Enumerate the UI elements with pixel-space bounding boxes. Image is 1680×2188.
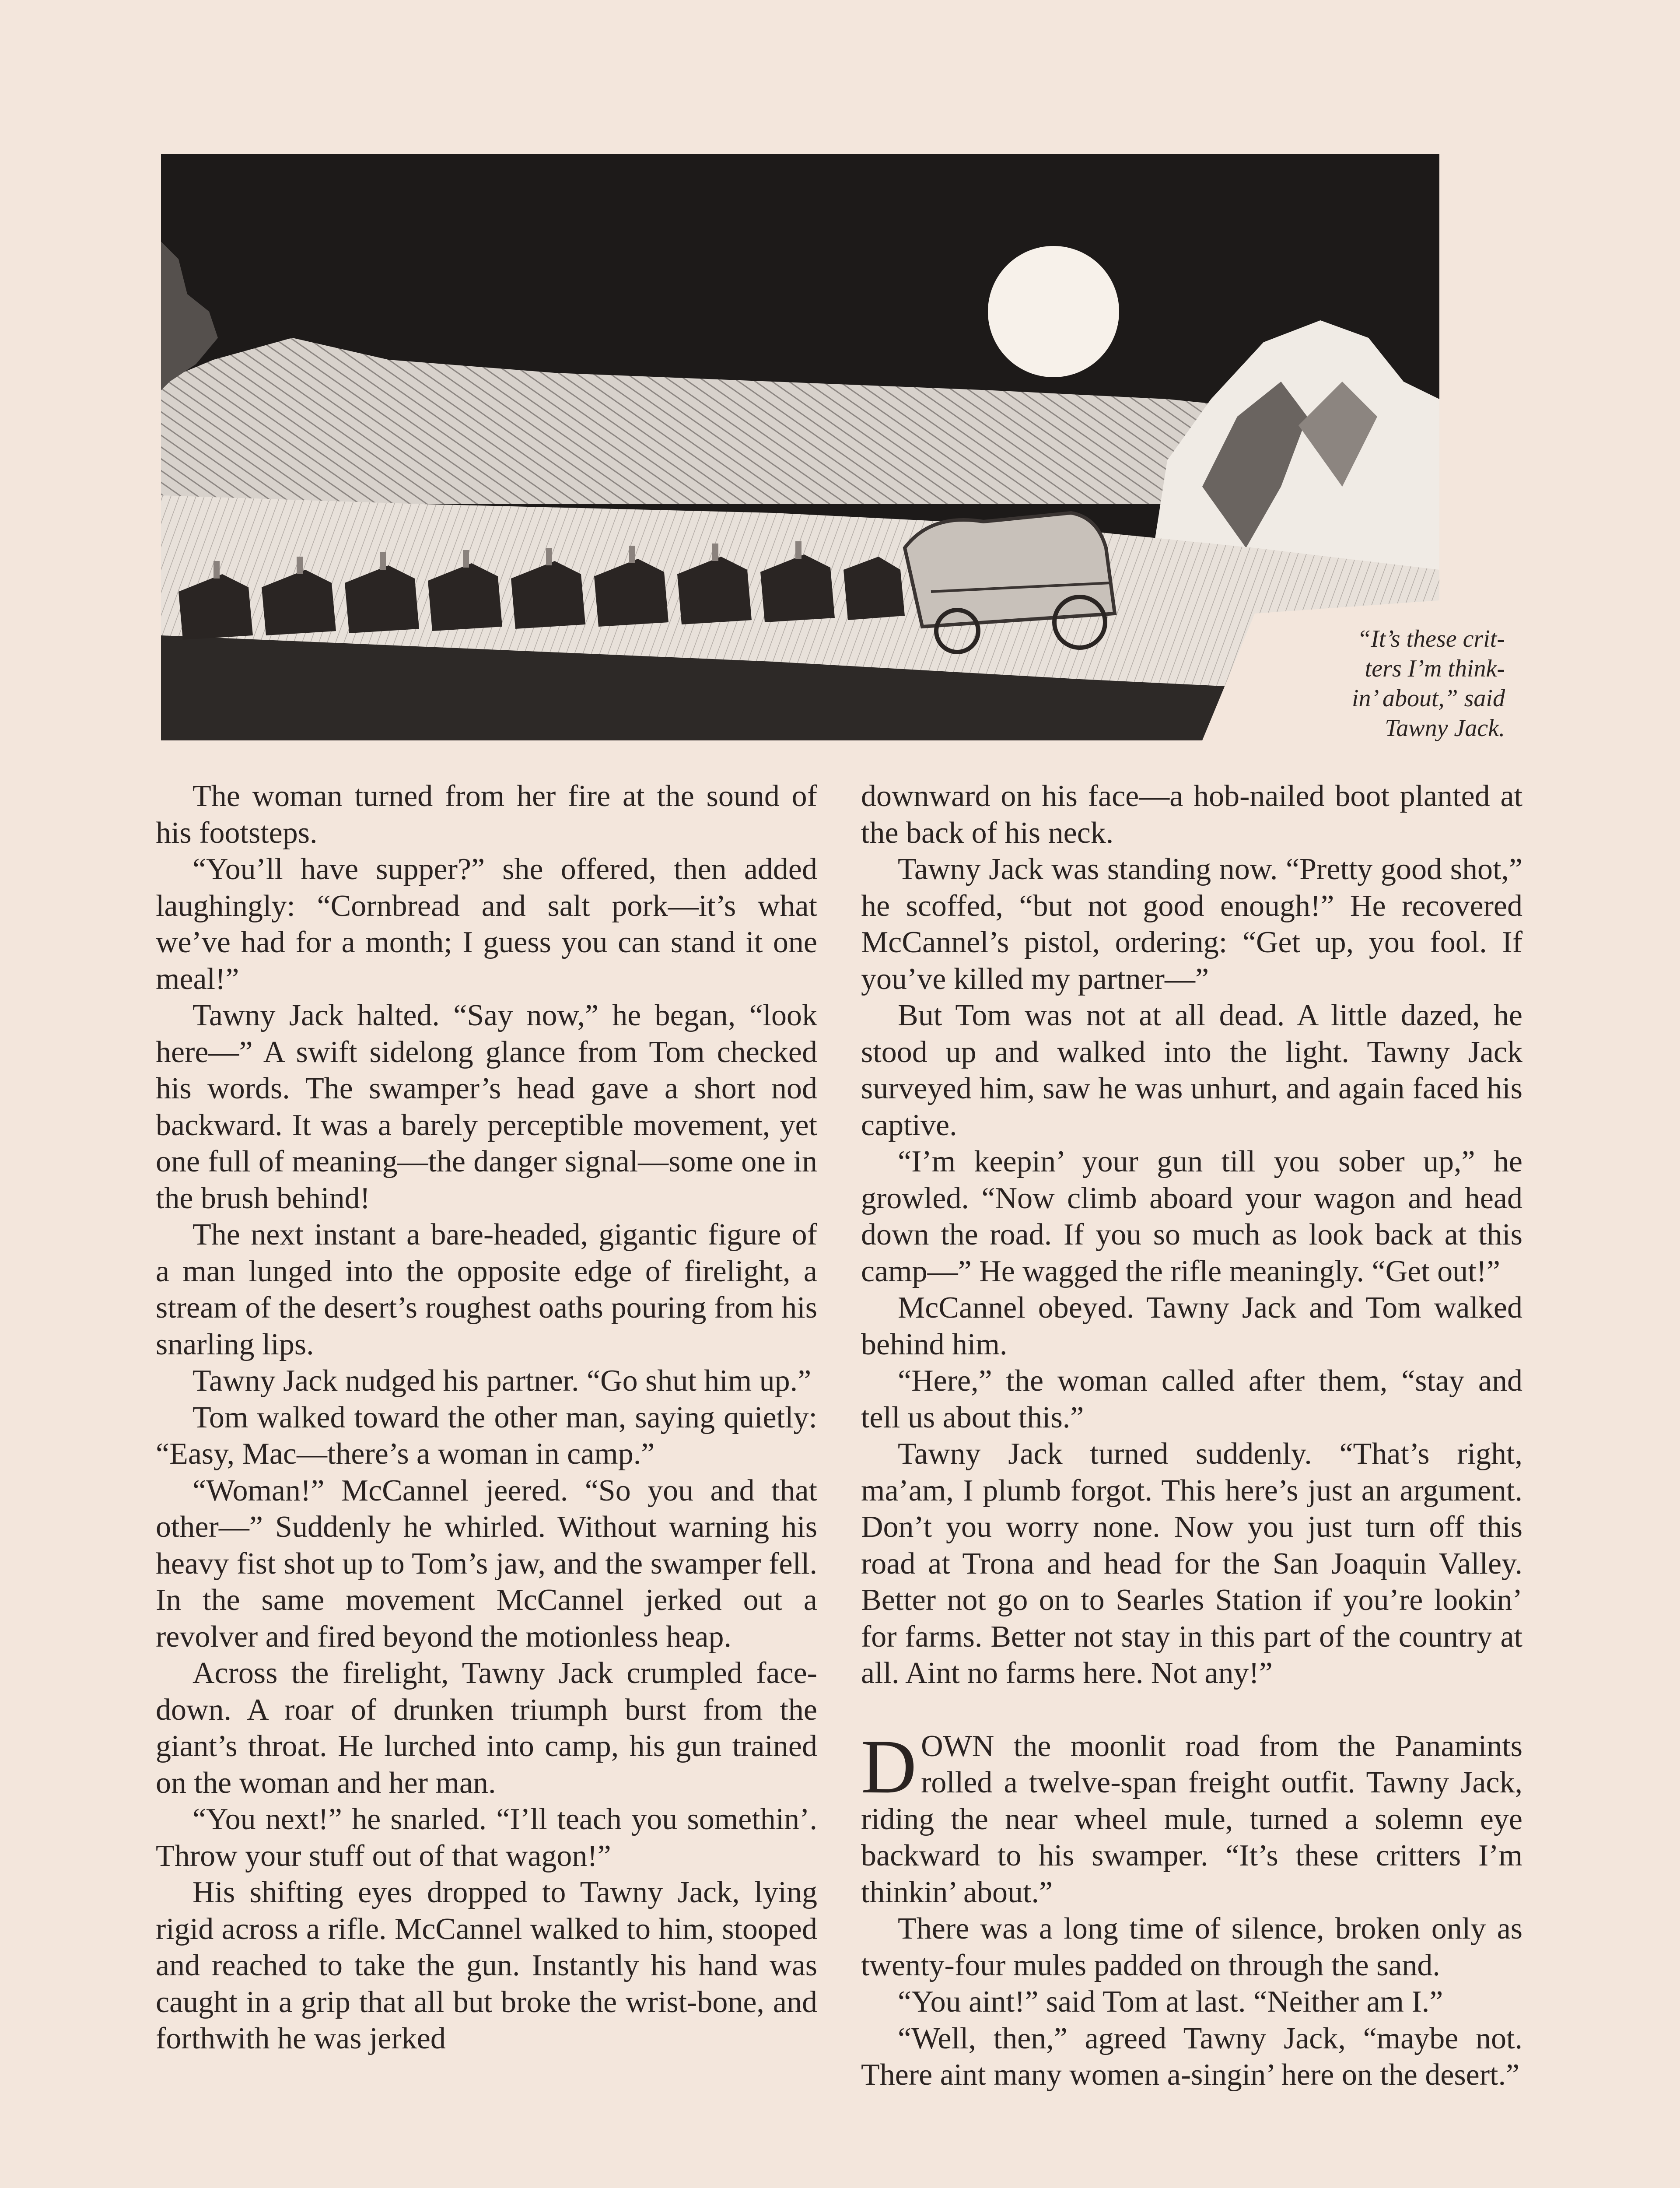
freight-wagon	[905, 513, 1115, 627]
paragraph: The woman turned from her fire at the sound of his footsteps.	[156, 779, 817, 850]
paragraph: The next instant a bare-headed, gigantic figure of a man lunged into the opposite edge of firelight, a stream of the desert’s roughest oaths pouring from his snarling lips.	[156, 1218, 817, 1361]
moon	[988, 246, 1119, 377]
paragraph: There was a long time of silence, broken only as twenty-four mules padded on through the sand.	[861, 1912, 1522, 1982]
story-illustration	[161, 154, 1439, 740]
section-opening-paragraph	[861, 1724, 1522, 1911]
article-left-column	[156, 778, 817, 2057]
paragraph: “Well, then,” agreed Tawny Jack, “maybe not. There aint many women a-singin’ here on the desert.”	[861, 2021, 1522, 2092]
paragraph: His shifting eyes dropped to Tawny Jack, lying rigid across a rifle. McCannel walked to him, stooped and reached to take the gun. Instantly his hand was caught in a grip that all but broke the wrist-bone, and forthwith he was jerked	[156, 1876, 817, 2055]
paragraph: McCannel obeyed. Tawny Jack and Tom walked behind him.	[861, 1291, 1522, 1361]
paragraph: Tawny Jack turned suddenly. “That’s right, ma’am, I plumb forgot. This here’s just an argument. Don’t you worry none. Now you just turn off this road at Trona and head for the San Joaquin Valley. Better not go on to Searles Station if you’re lookin’ for farms. Better not stay in this part of the country at all. Aint no farms here. Not any!”	[861, 1437, 1522, 1690]
paragraph: Across the firelight, Tawny Jack crumpled face-down. A roar of drunken triumph burst from the giant’s throat. He lurched into camp, his gun trained on the woman and her man.	[156, 1656, 817, 1800]
paragraph: Tawny Jack nudged his partner. “Go shut him up.”	[192, 1364, 812, 1398]
paragraph: “You aint!” said Tom at last. “Neither am I.”	[898, 1985, 1443, 2019]
paragraph: “You’ll have supper?” she offered, then added laughingly: “Cornbread and salt pork—it’s what we’ve had for a month; I guess you can stand it one meal!”	[156, 852, 817, 996]
paragraph: “Here,” the woman called after them, “stay and tell us about this.”	[861, 1364, 1522, 1434]
paragraph: Tom walked toward the other man, saying quietly: “Easy, Mac—there’s a woman in camp.”	[156, 1400, 817, 1471]
paragraph: “Woman!” McCannel jeered. “So you and that other—” Suddenly he whirled. Without warning his heavy fist shot up to Tom’s jaw, and the swamper fell. In the same movement McCannel jerked out a revolver and fired beyond the motionless heap.	[156, 1473, 817, 1654]
section-opening-text: OWN the moonlit road from the Panamints rolled a twelve-span freight outfit. Tawny Jack, riding the near wheel mule, turned a solemn eye backward to his swamper. “It’s these critters I’m thinkin’ about.”	[861, 1729, 1522, 1909]
paragraph: Tawny Jack halted. “Say now,” he began, “look here—” A swift sidelong glance from Tom checked his words. The swamper’s head gave a short nod backward. It was a barely perceptible movement, yet one full of meaning—the danger signal—some one in the brush behind!	[156, 999, 817, 1215]
night-desert-scene	[161, 154, 1439, 740]
paragraph: Tawny Jack was standing now. “Pretty good shot,” he scoffed, “but not good enough!” He recovered McCannel’s pistol, ordering: “Get up, you fool. If you’ve killed my partner—”	[861, 852, 1522, 996]
paragraph-continuation: downward on his face—a hob-nailed boot planted at the back of his neck.	[861, 779, 1522, 850]
paragraph: “I’m keepin’ your gun till you sober up,” he growled. “Now climb aboard your wagon and head down the road. If you so much as look back at this camp—” He wagged the rifle meaningly. “Get out!”	[861, 1145, 1522, 1288]
article-right-column	[861, 778, 1522, 2093]
paragraph: But Tom was not at all dead. A little dazed, he stood up and walked into the light. Tawny Jack surveyed him, saw he was unhurt, and again faced his captive.	[861, 999, 1522, 1142]
drop-cap: D	[861, 1724, 917, 1809]
illustration-caption: “It’s these crit- ters I’m think- in’ about,” said Tawny Jack.	[1351, 625, 1505, 742]
paragraph: “You next!” he snarled. “I’ll teach you somethin’. Throw your stuff out of that wagon!”	[156, 1802, 817, 1873]
